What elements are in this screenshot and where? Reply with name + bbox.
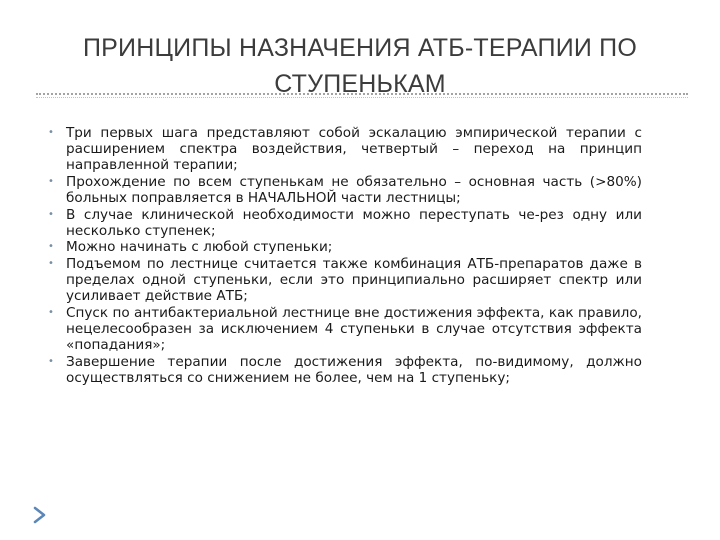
- list-item: [48, 206, 642, 239]
- list-item: [48, 125, 642, 174]
- list-item: [48, 255, 642, 305]
- bullet-dot-icon: •: [48, 127, 54, 138]
- bullet-text: В случае клинической необходимости можно переступать че-рез одну или несколько ступенек;: [66, 206, 642, 239]
- bullet-dot-icon: •: [48, 257, 54, 269]
- bullet-dot-icon: •: [48, 175, 54, 187]
- bullet-text: Завершение терапии после достижения эффекта, по-видимому, должно осуществляться со снижением не более, чем на 1 ступеньку;: [66, 353, 642, 386]
- bullet-text: Можно начинать с любой ступеньки;: [66, 239, 333, 256]
- bullet-text: Спуск по антибактериальной лестнице вне достижения эффекта, как правило, нецелесообразен за исключением 4 ступеньки в случае отсутствия эффекта «попадания»;: [66, 304, 642, 354]
- bullet-dot-icon: •: [48, 208, 54, 220]
- bullet-text: Три первых шага представляют собой эскалацию эмпирической терапии с расширением спектра воздействия, четвертый – переход на принцип направленной терапии;: [66, 125, 642, 174]
- title-divider: [36, 93, 688, 95]
- list-item: [48, 239, 642, 256]
- bullet-list: [48, 125, 642, 386]
- bullet-dot-icon: •: [48, 306, 54, 318]
- title-divider-secondary: [36, 97, 688, 98]
- slide-title: ПРИНЦИПЫ НАЗНАЧЕНИЯ АТБ-ТЕРАПИИ ПО СТУПЕНЬКАМ: [83, 34, 637, 98]
- bullet-dot-icon: •: [48, 241, 54, 253]
- slide-nav-chevron-icon[interactable]: [31, 505, 49, 525]
- bullet-text: Подъемом по лестнице считается также комбинация АТБ-препаратов даже в пределах одной ступеньки, если это принципиально расширяет спектр или усиливает действие АТБ;: [66, 255, 642, 305]
- bullet-dot-icon: •: [48, 355, 54, 367]
- list-item: [48, 173, 642, 207]
- list-item: [48, 304, 642, 354]
- list-item: [48, 353, 642, 386]
- bullet-text: Прохождение по всем ступенькам не обязательно – основная часть (>80%) больных поправляется в НАЧАЛЬНОЙ части лестницы;: [66, 173, 642, 207]
